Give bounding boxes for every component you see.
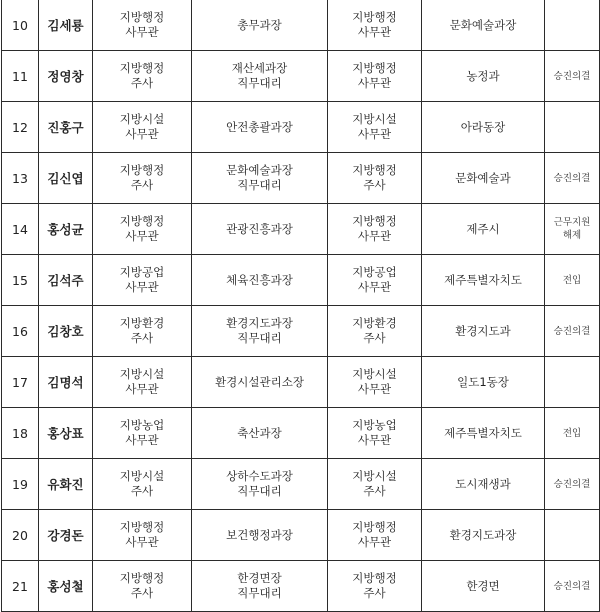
- previous-position-cell: 환경시설관리소장: [192, 357, 328, 408]
- previous-position-cell: 문화예술과장 직무대리: [192, 153, 328, 204]
- employee-name-cell: 진홍구: [39, 102, 93, 153]
- previous-grade-cell: 지방농업 사무관: [93, 408, 192, 459]
- previous-grade-cell: 지방시설 주사: [93, 459, 192, 510]
- previous-grade-cell: 지방공업 사무관: [93, 255, 192, 306]
- table-row: [2, 153, 600, 204]
- note-cell: [545, 357, 600, 408]
- row-number-cell: 20: [2, 510, 39, 561]
- note-cell: 승진의결: [545, 153, 600, 204]
- note-cell: 승진의결: [545, 306, 600, 357]
- previous-grade-cell: 지방행정 사무관: [93, 204, 192, 255]
- previous-grade-cell: 지방행정 주사: [93, 561, 192, 612]
- previous-position-cell: 환경지도과장 직무대리: [192, 306, 328, 357]
- note-cell: [545, 0, 600, 51]
- previous-position-cell: 관광진흥과장: [192, 204, 328, 255]
- previous-grade-cell: 지방환경 주사: [93, 306, 192, 357]
- employee-name-cell: 강경돈: [39, 510, 93, 561]
- row-number-cell: 21: [2, 561, 39, 612]
- note-cell: [545, 102, 600, 153]
- row-number-cell: 14: [2, 204, 39, 255]
- new-grade-cell: 지방행정 사무관: [328, 510, 422, 561]
- new-grade-cell: 지방농업 사무관: [328, 408, 422, 459]
- new-grade-cell: 지방행정 주사: [328, 561, 422, 612]
- row-number-cell: 17: [2, 357, 39, 408]
- employee-name-cell: 정영창: [39, 51, 93, 102]
- table-row: [2, 510, 600, 561]
- row-number-cell: 19: [2, 459, 39, 510]
- new-position-cell: 한경면: [422, 561, 545, 612]
- previous-position-cell: 한경면장 직무대리: [192, 561, 328, 612]
- employee-name-cell: 김신엽: [39, 153, 93, 204]
- employee-name-cell: 김명석: [39, 357, 93, 408]
- employee-name-cell: 홍성균: [39, 204, 93, 255]
- employee-name-cell: 유화진: [39, 459, 93, 510]
- personnel-table-body: [2, 0, 600, 612]
- new-position-cell: 일도1동장: [422, 357, 545, 408]
- personnel-table: [1, 0, 600, 612]
- previous-grade-cell: 지방시설 사무관: [93, 102, 192, 153]
- previous-position-cell: 상하수도과장 직무대리: [192, 459, 328, 510]
- note-cell: [545, 510, 600, 561]
- previous-grade-cell: 지방행정 사무관: [93, 510, 192, 561]
- new-grade-cell: 지방환경 주사: [328, 306, 422, 357]
- previous-grade-cell: 지방시설 사무관: [93, 357, 192, 408]
- new-grade-cell: 지방시설 주사: [328, 459, 422, 510]
- personnel-table-container: [1, 0, 599, 612]
- employee-name-cell: 김석주: [39, 255, 93, 306]
- previous-grade-cell: 지방행정 사무관: [93, 0, 192, 51]
- row-number-cell: 11: [2, 51, 39, 102]
- table-row: [2, 51, 600, 102]
- employee-name-cell: 홍성철: [39, 561, 93, 612]
- new-position-cell: 문화예술과장: [422, 0, 545, 51]
- note-cell: 승진의결: [545, 51, 600, 102]
- row-number-cell: 16: [2, 306, 39, 357]
- new-grade-cell: 지방공업 사무관: [328, 255, 422, 306]
- note-cell: 승진의결: [545, 561, 600, 612]
- table-row: [2, 561, 600, 612]
- new-position-cell: 농정과: [422, 51, 545, 102]
- new-position-cell: 아라동장: [422, 102, 545, 153]
- new-position-cell: 문화예술과: [422, 153, 545, 204]
- row-number-cell: 18: [2, 408, 39, 459]
- employee-name-cell: 김세룡: [39, 0, 93, 51]
- table-row: [2, 459, 600, 510]
- previous-position-cell: 재산세과장 직무대리: [192, 51, 328, 102]
- row-number-cell: 13: [2, 153, 39, 204]
- note-cell: 근무지원 해제: [545, 204, 600, 255]
- new-position-cell: 제주시: [422, 204, 545, 255]
- previous-position-cell: 체육진흥과장: [192, 255, 328, 306]
- new-position-cell: 환경지도과장: [422, 510, 545, 561]
- row-number-cell: 15: [2, 255, 39, 306]
- employee-name-cell: 홍상표: [39, 408, 93, 459]
- table-row: [2, 408, 600, 459]
- table-row: [2, 306, 600, 357]
- new-grade-cell: 지방행정 사무관: [328, 0, 422, 51]
- table-row: [2, 204, 600, 255]
- note-cell: 전입: [545, 255, 600, 306]
- new-position-cell: 제주특별자치도: [422, 255, 545, 306]
- new-grade-cell: 지방시설 사무관: [328, 357, 422, 408]
- new-grade-cell: 지방행정 사무관: [328, 204, 422, 255]
- employee-name-cell: 김창호: [39, 306, 93, 357]
- note-cell: 전입: [545, 408, 600, 459]
- row-number-cell: 12: [2, 102, 39, 153]
- new-position-cell: 도시재생과: [422, 459, 545, 510]
- row-number-cell: 10: [2, 0, 39, 51]
- table-row: [2, 0, 600, 51]
- new-position-cell: 환경지도과: [422, 306, 545, 357]
- new-position-cell: 제주특별자치도: [422, 408, 545, 459]
- table-row: [2, 102, 600, 153]
- previous-position-cell: 보건행정과장: [192, 510, 328, 561]
- previous-position-cell: 안전총괄과장: [192, 102, 328, 153]
- previous-grade-cell: 지방행정 주사: [93, 51, 192, 102]
- new-grade-cell: 지방시설 사무관: [328, 102, 422, 153]
- previous-position-cell: 총무과장: [192, 0, 328, 51]
- table-row: [2, 255, 600, 306]
- new-grade-cell: 지방행정 사무관: [328, 51, 422, 102]
- previous-position-cell: 축산과장: [192, 408, 328, 459]
- new-grade-cell: 지방행정 주사: [328, 153, 422, 204]
- previous-grade-cell: 지방행정 주사: [93, 153, 192, 204]
- table-row: [2, 357, 600, 408]
- note-cell: 승진의결: [545, 459, 600, 510]
